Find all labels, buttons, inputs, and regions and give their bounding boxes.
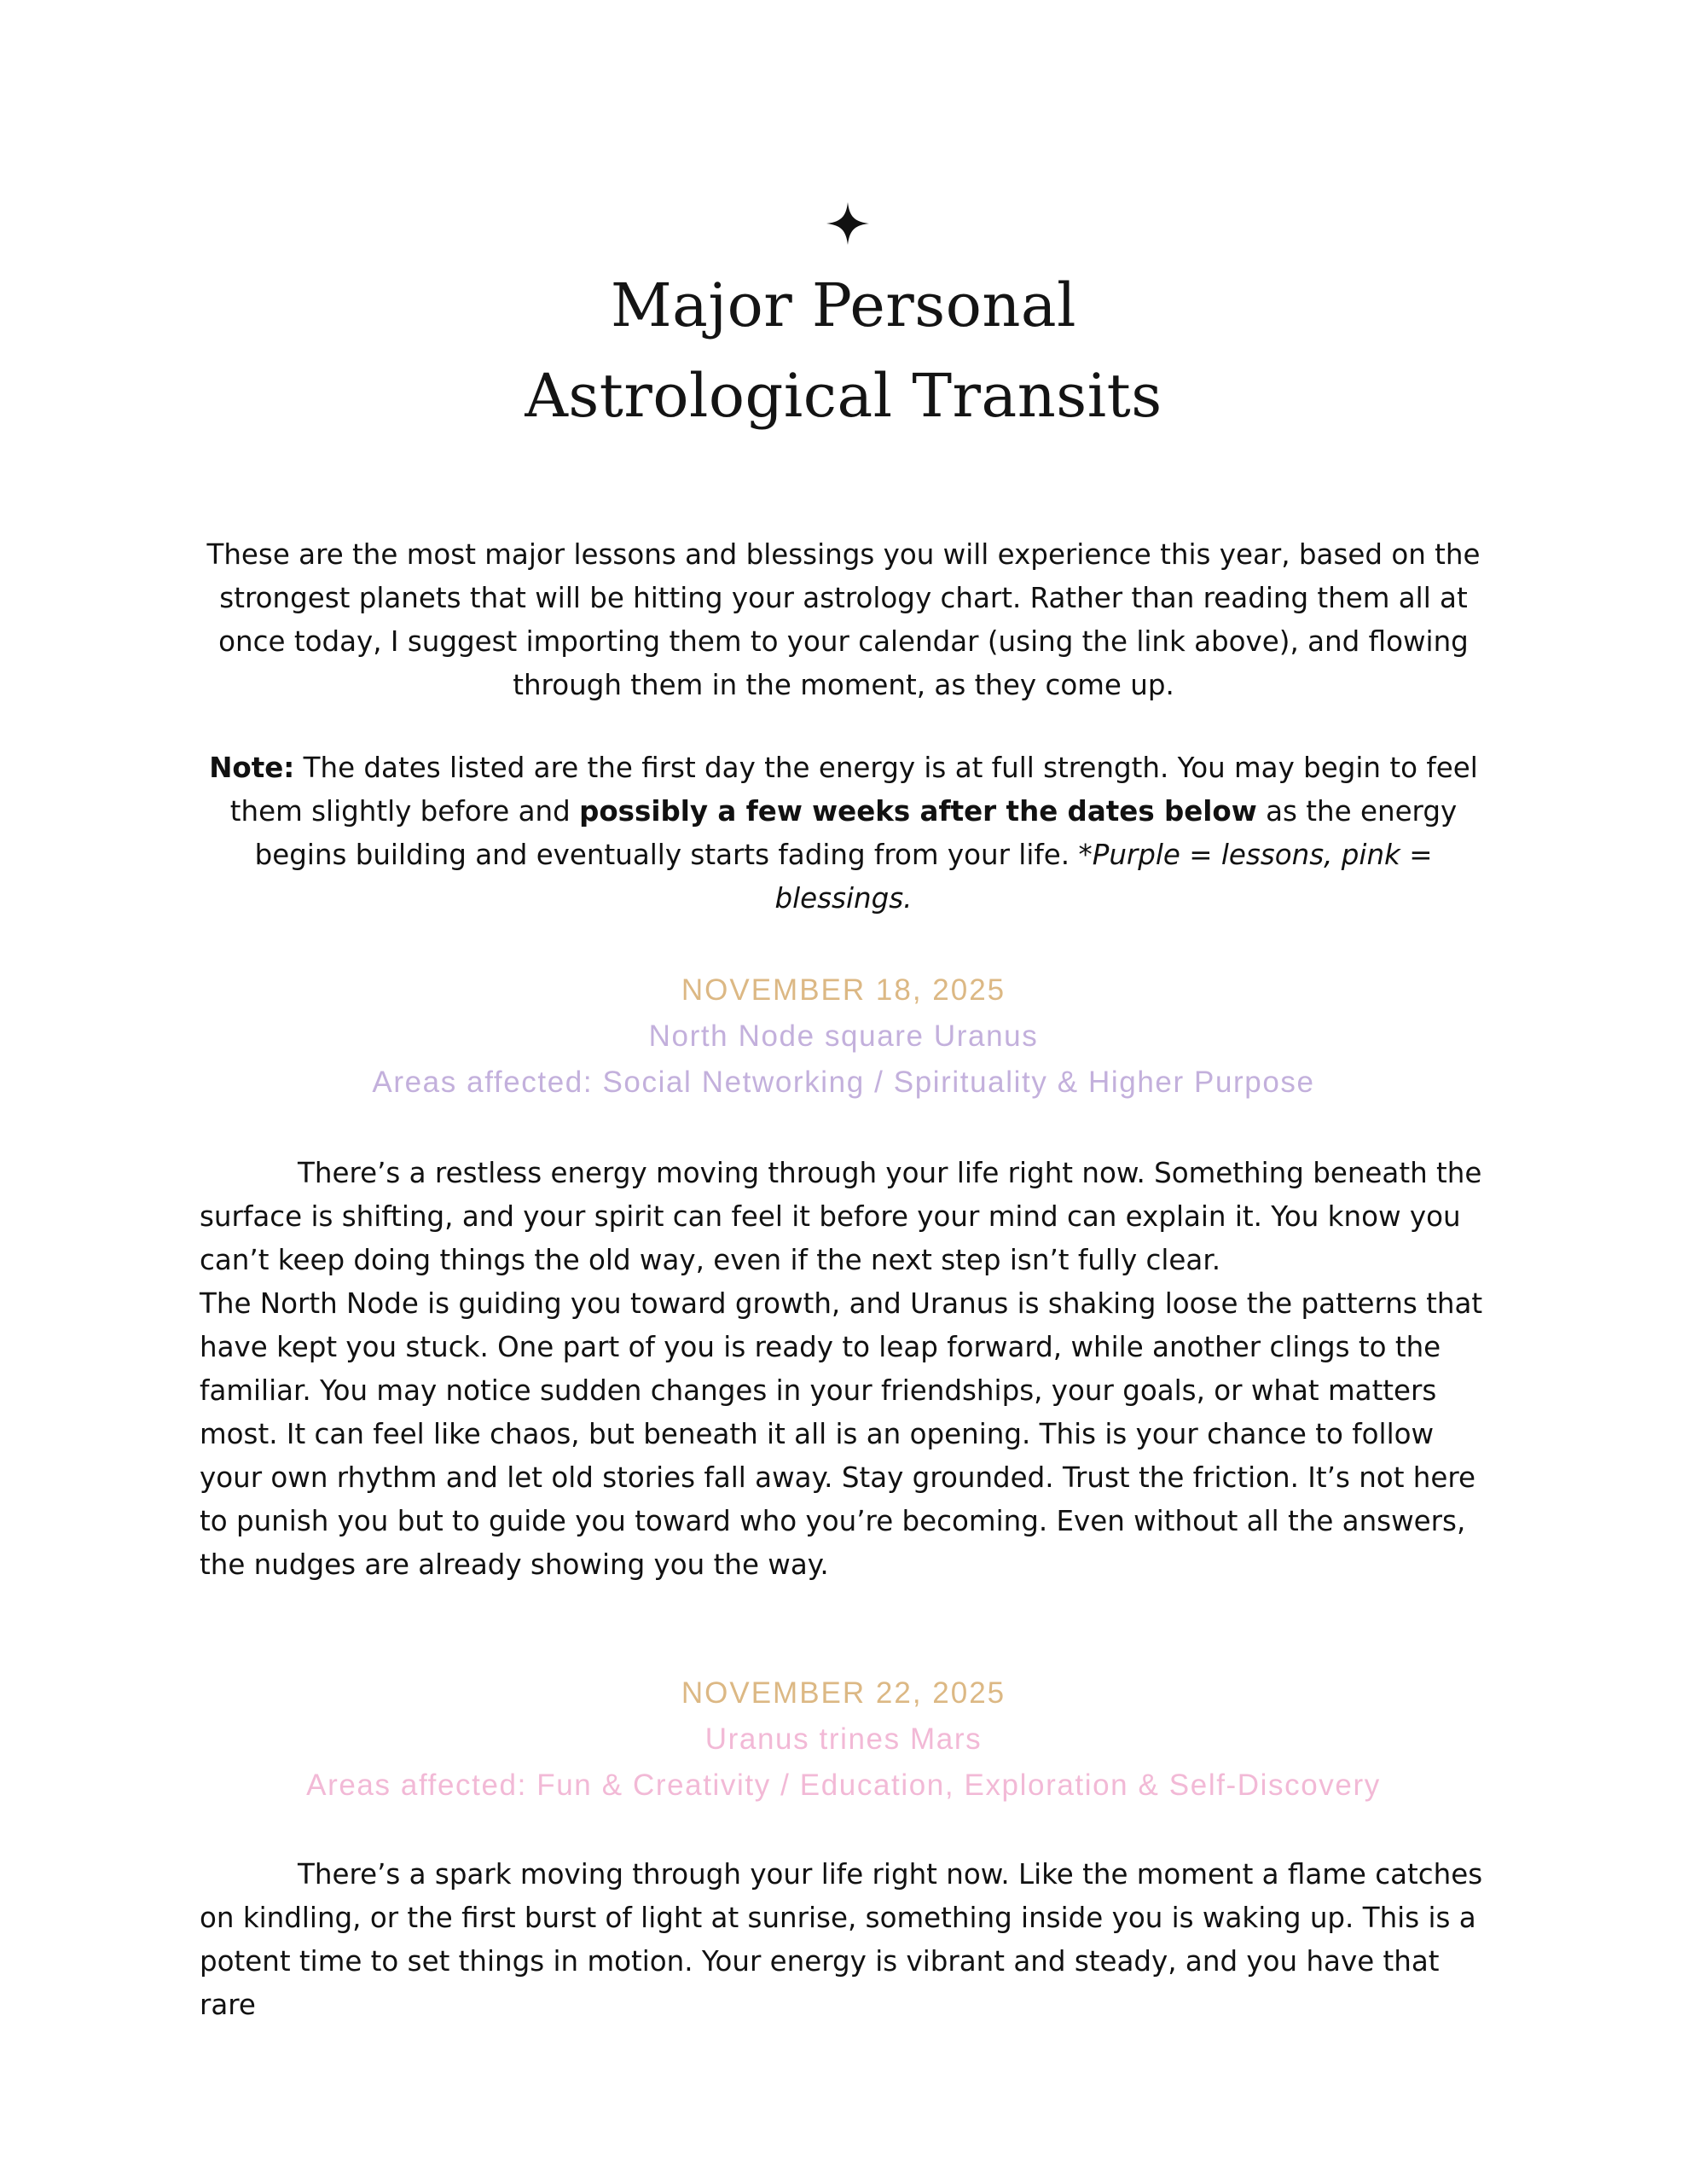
title-line-2: Astrological Transits: [525, 361, 1162, 431]
transit-paragraph: There’s a spark moving through your life right now. Like the moment a flame catches on kindling, or the first burst of light at sunrise, something inside you is waking up. This is a potent time to set things in motion. Your energy is vibrant and steady, and you have that rare: [200, 1858, 1483, 2021]
transit-date: NOVEMBER 18, 2025: [681, 973, 1006, 1007]
note-text-1: The dates listed are the first day the energy is at full strength. You may begin to feel them slightly before and: [229, 752, 1478, 828]
transit-body-1: [200, 1152, 1493, 1587]
intro-paragraph: These are the most major lessons and blessings you will experience this year, based on the strongest planets that will be hitting your astrology chart. Rather than reading them all at once today, I suggest importing them to your calendar (using the link above), and flowing through them in the moment, as they come up.: [206, 538, 1481, 701]
four-point-star-icon: [826, 202, 869, 245]
transit-date: NOVEMBER 22, 2025: [681, 1676, 1006, 1710]
note-label: Note:: [209, 752, 295, 784]
color-legend-note: *Purple = lessons, pink = blessings.: [774, 839, 1433, 915]
note-emphasis: possibly a few weeks after the dates below: [579, 795, 1257, 828]
note-paragraph: [188, 746, 1499, 921]
transit-aspect: North Node square Uranus: [648, 1019, 1039, 1053]
page-title: [0, 260, 1687, 441]
transit-paragraph: There’s a restless energy moving through your life right now. Something beneath the surface is shifting, and your spirit can feel it before your mind can explain it. You know you can’t keep doing things the old way, even if the next step isn’t fully clear.: [200, 1157, 1482, 1276]
transit-header-1: [0, 967, 1687, 1106]
transit-header-2: [0, 1670, 1687, 1809]
transit-paragraph: The North Node is guiding you toward growth, and Uranus is shaking loose the patterns that have kept you stuck. One part of you is ready to leap forward, while another clings to the familiar. You may notice sudden changes in your friendships, your goals, or what matters most. It can feel like chaos, but beneath it all is an opening. This is your chance to follow your own rhythm and let old stories fall away. Stay grounded. Trust the friction. It’s not here to punish you but to guide you toward who you’re becoming. Even without all the answers, the nudges are already showing you the way.: [200, 1287, 1483, 1581]
note-text-2: as the energy begins building and eventually starts fading from your life.: [254, 795, 1458, 871]
transit-areas: Areas affected: Fun & Creativity / Education, Exploration & Self-Discovery: [306, 1769, 1381, 1802]
transit-aspect: Uranus trines Mars: [704, 1722, 983, 1756]
transit-body-2: [200, 1853, 1493, 2027]
transit-areas: Areas affected: Social Networking / Spirituality & Higher Purpose: [372, 1066, 1315, 1099]
title-line-1: Major Personal: [610, 270, 1077, 340]
